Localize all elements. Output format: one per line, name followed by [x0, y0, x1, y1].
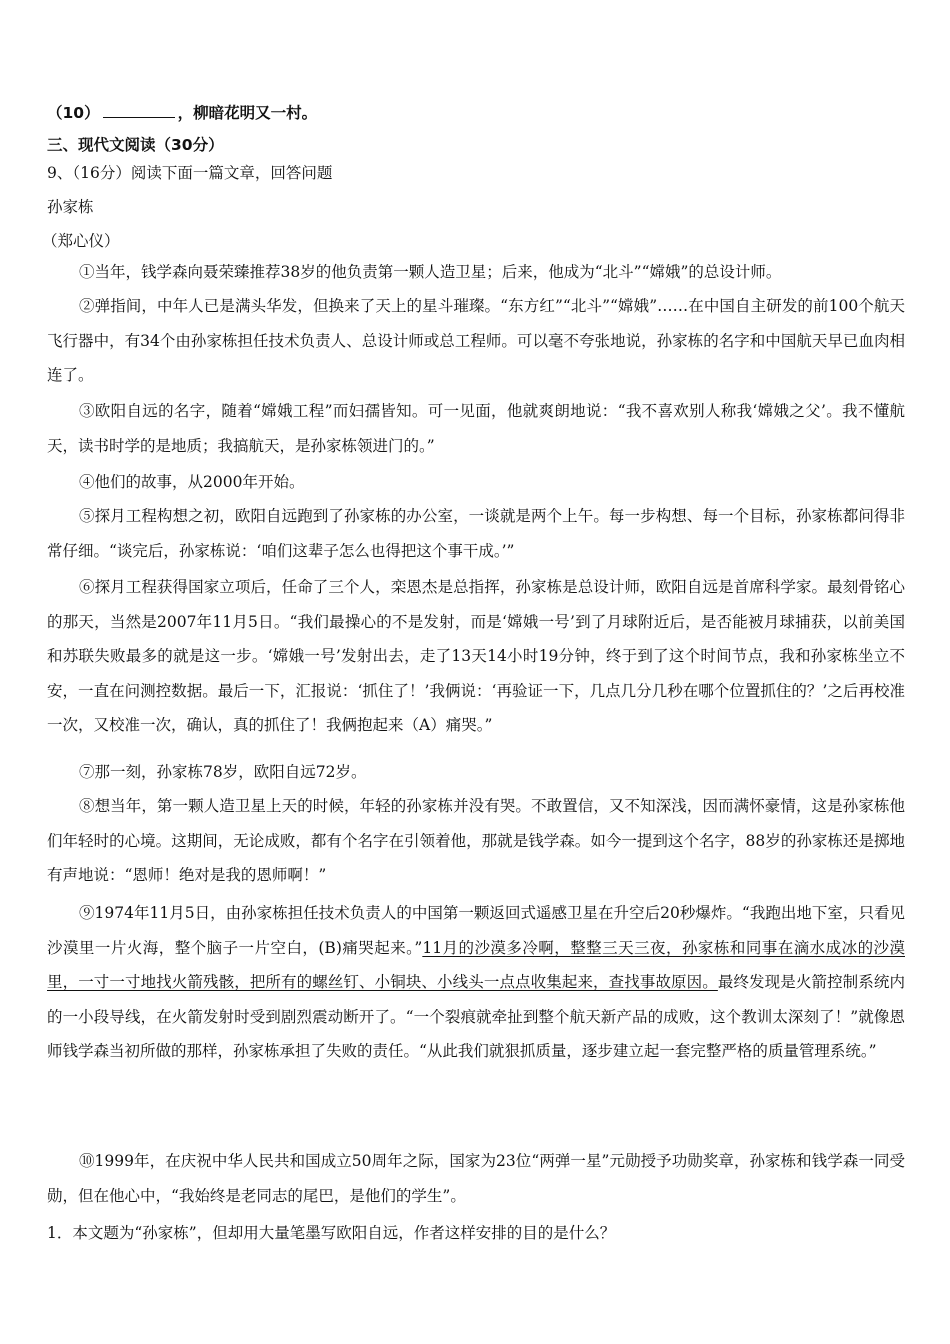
paragraph-5: [47, 499, 905, 568]
paragraph-5-text: ⑤探月工程构想之初，欧阳自远跑到了孙家栋的办公室，一谈就是两个上午。每一步构想、每一个目标，孙家栋都问得非常仔细。“谈完后，孙家栋说：‘咱们这辈子怎么也得把这个事干成。’”: [47, 507, 905, 560]
paragraph-6: [47, 570, 905, 743]
paragraph-10-text: ⑩1999年，在庆祝中华人民共和国成立50周年之际，国家为23位“两弹一星”元勋授予功勋奖章，孙家栋和钱学森一同受勋，但在他心中，“我始终是老同志的尾巴，是他们的学生”。: [47, 1152, 905, 1205]
paragraph-2: [47, 289, 905, 393]
paragraph-4-text: ④他们的故事，从2000年开始。: [79, 473, 305, 491]
paragraph-9-underlined: 11月的沙漠多冷啊，整整三天三夜，孙家栋和同事在滴水成冰的沙漠里，一寸一寸地找火箭残骸，把所有的螺丝钉、小铜块、小线头一点点收集起来，查找事故原因。: [47, 938, 905, 991]
paragraph-9-text-b: 最终发现是火箭控制系统内的一小段导线，在火箭发射时受到剧烈震动断开了。“一个裂痕就牵扯到整个航天新产品的成败，这个教训太深刻了！”就像恩师钱学森当初所做的那样，孙家栋承担了失败的责任。“从此我们就狠抓质量，逐步建立起一套完整严格的质量管理系统。”: [47, 973, 905, 1060]
paragraph-9: [47, 896, 905, 1069]
paragraph-1: [47, 255, 905, 290]
paragraph-6-text: ⑥探月工程获得国家立项后，任命了三个人，栾恩杰是总指挥，孙家栋是总设计师，欧阳自远是首席科学家。最刻骨铭心的那天，当然是2007年11月5日。“我们最操心的不是发射，而是‘嫦娥一号’到了月球附近后，是否能被月球捕获，以前美国和苏联失败最多的就是这一步。‘嫦娥一号’发射出去，走了13天14小时19分钟，终于到了这个时间节点，我和孙家栋坐立不安，一直在问测控数据。最后一下，汇报说：‘抓住了！’我俩说：‘再验证一下，几点几分几秒在哪个位置抓住的？’之后再校准一次，又校准一次，确认，真的抓住了！我俩抱起来（A）痛哭。”: [47, 578, 905, 734]
paragraph-8-text: ⑧想当年，第一颗人造卫星上天的时候，年轻的孙家栋并没有哭。不敢置信，又不知深浅，因而满怀豪情，这是孙家栋他们年轻时的心境。这期间，无论成败，都有个名字在引领着他，那就是钱学森。如今一提到这个名字，88岁的孙家栋还是掷地有声地说：“恩师！绝对是我的恩师啊！”: [47, 797, 905, 884]
fill-in-blank: [103, 103, 175, 118]
paragraph-4: [47, 465, 905, 500]
paragraph-8: [47, 789, 905, 893]
fill-in-number: （10）: [47, 104, 100, 122]
paragraph-3-text: ③欧阳自远的名字，随着“嫦娥工程”而妇孺皆知。可一见面，他就爽朗地说：“我不喜欢别人称我‘嫦娥之父’。我不懂航天，读书时学的是地质；我搞航天，是孙家栋领进门的。”: [47, 402, 905, 455]
paragraph-3: [47, 394, 905, 463]
section-heading: 三、现代文阅读（30分）: [47, 136, 224, 154]
fill-in-suffix: ，柳暗花明又一村。: [177, 104, 318, 122]
fill-in-line: [47, 101, 904, 123]
question-header: 9、（16分）阅读下面一篇文章，回答问题: [47, 164, 333, 182]
paragraph-10: [47, 1144, 905, 1213]
paragraph-7-text: ⑦那一刻，孙家栋78岁，欧阳自远72岁。: [79, 763, 367, 781]
paragraph-2-text: ②弹指间，中年人已是满头华发，但换来了天上的星斗璀璨。“东方红”“北斗”“嫦娥”……在中国自主研发的前100个航天飞行器中，有34个由孙家栋担任技术负责人、总设计师或总工程师。可以毫不夸张地说，孙家栋的名字和中国航天早已血肉相连了。: [47, 297, 905, 384]
paragraph-7: [47, 755, 905, 790]
paragraph-1-text: ①当年，钱学森向聂荣臻推荐38岁的他负责第一颗人造卫星；后来，他成为“北斗”“嫦娥”的总设计师。: [79, 263, 782, 281]
paragraph-9-text-a: ⑨1974年11月5日，由孙家栋担任技术负责人的中国第一颗返回式遥感卫星在升空后20秒爆炸。“我跑出地下室，只看见沙漠里一片火海，整个脑子一片空白，(B)痛哭起来。”: [47, 904, 905, 957]
article-author: （郑心仪）: [42, 232, 120, 250]
article-title: 孙家栋: [47, 198, 94, 216]
sub-question-1: 1．本文题为“孙家栋”，但却用大量笔墨写欧阳自远，作者这样安排的目的是什么？: [47, 1224, 616, 1242]
